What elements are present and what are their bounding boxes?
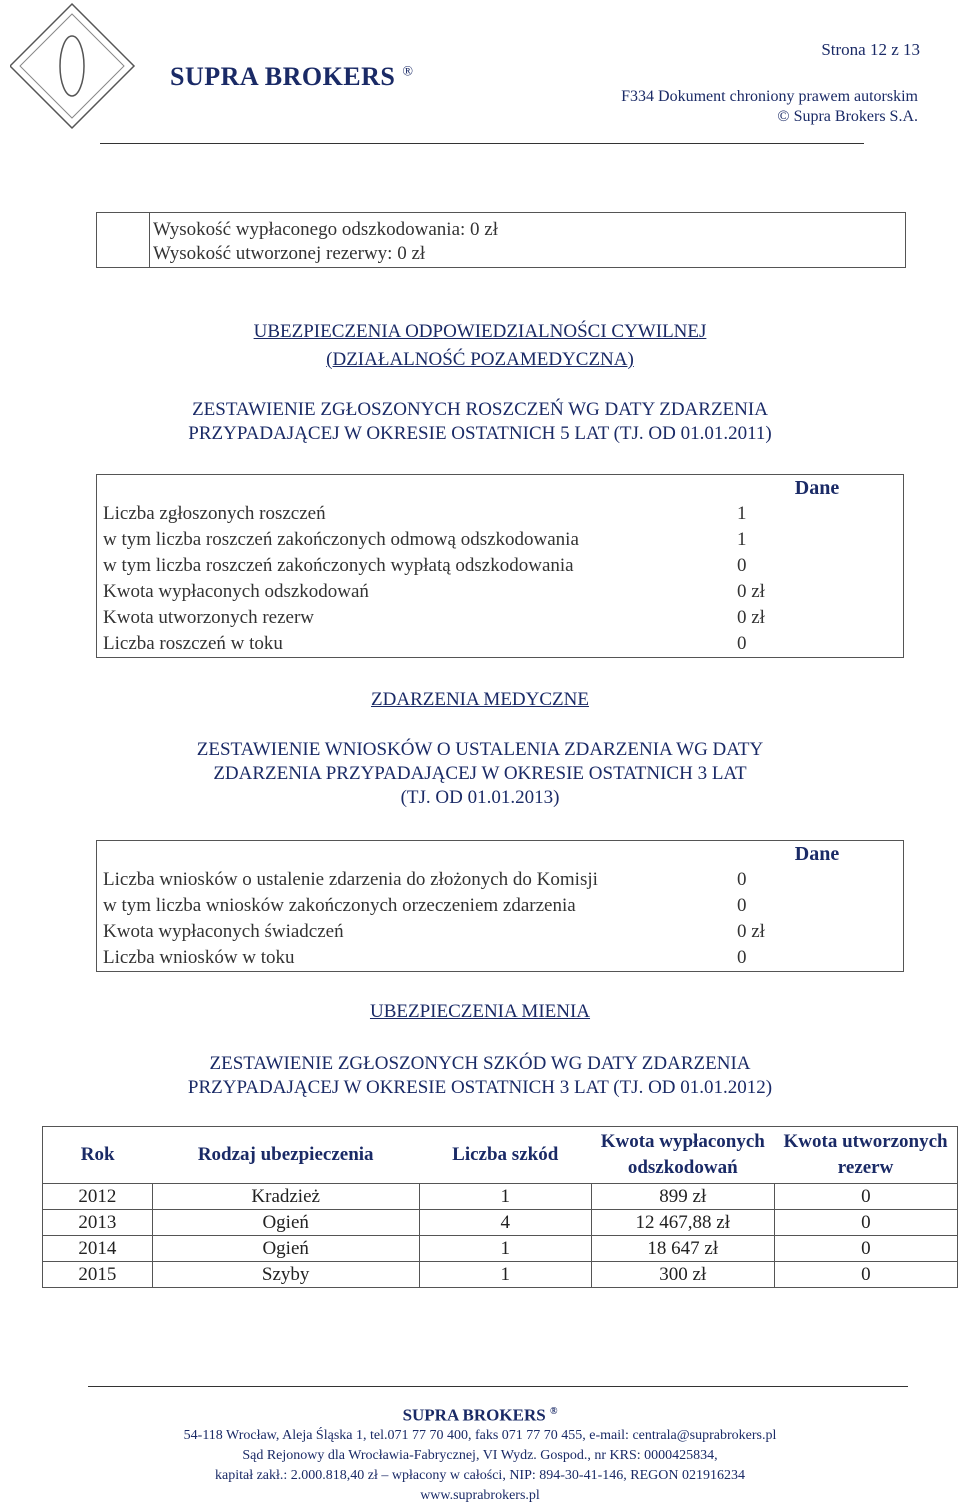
table-row: w tym liczba wniosków zakończonych orzeczeniem zdarzenia 0 <box>103 895 747 916</box>
header-divider <box>100 143 864 144</box>
table-row: Liczba roszczeń w toku 0 <box>103 633 747 654</box>
section-medical-subtitle: ZESTAWIENIE WNIOSKÓW O USTALENIA ZDARZENIA WG DATY ZDARZENIA PRZYPADAJĄCEJ W OKRESIE OSTATNICH 3 LAT (TJ. OD 01.01.2013) <box>196 739 764 808</box>
dane-header: Dane <box>794 476 840 499</box>
table-row: w tym liczba roszczeń zakończonych wypłatą odszkodowania 0 <box>103 555 747 576</box>
footer-brand: SUPRA BROKERS ® <box>402 1405 558 1425</box>
table-row: Liczba wniosków w toku 0 <box>103 947 747 968</box>
table-row: Liczba wniosków o ustalenie zdarzenia do złożonych do Komisji 0 <box>103 869 747 890</box>
table-row: Kwota utworzonych rezerw 0 zł <box>103 607 765 628</box>
section-property-title: UBEZPIECZENIA MIENIA <box>369 1001 591 1022</box>
table-row: 2012 Kradzież 1 899 zł 0 <box>43 1184 958 1210</box>
table-header-row: Rok Rodzaj ubezpieczenia Liczba szkód Kwota wypłaconych odszkodowań Kwota utworzonych rezerw <box>80 1131 948 1178</box>
claims-summary-box <box>96 212 906 268</box>
header-brand: SUPRA BROKERS ® <box>170 62 414 91</box>
section-liability-title: UBEZPIECZENIA ODPOWIEDZIALNOŚCI CYWILNEJ (DZIAŁALNOŚĆ POZAMEDYCZNA) <box>253 321 707 370</box>
page-number: Strona 12 z 13 <box>821 40 920 59</box>
table-row: w tym liczba roszczeń zakończonych odmową odszkodowania 1 <box>103 529 747 550</box>
footer-website: www.suprabrokers.pl <box>420 1487 540 1503</box>
footer-address: 54-118 Wrocław, Aleja Śląska 1, tel.071 77 70 400, faks 071 77 70 455, e-mail: centrala@suprabrokers.pl <box>183 1427 777 1443</box>
table-row: Kwota wypłaconych odszkodowań 0 zł <box>103 581 765 602</box>
section-property-subtitle: ZESTAWIENIE ZGŁOSZONYCH SZKÓD WG DATY ZDARZENIA PRZYPADAJĄCEJ W OKRESIE OSTATNICH 3 LAT (TJ. OD 01.01.2012) <box>187 1053 773 1098</box>
section-liability-subtitle: ZESTAWIENIE ZGŁOSZONYCH ROSZCZEŃ WG DATY ZDARZENIA PRZYPADAJĄCEJ W OKRESIE OSTATNICH 5 LAT (TJ. OD 01.01.2011) <box>188 399 772 444</box>
footer-court: Sąd Rejonowy dla Wrocławia-Fabrycznej, VI Wydz. Gospod., nr KRS: 0000425834, <box>242 1447 718 1463</box>
table-row: Kwota wypłaconych świadczeń 0 zł <box>103 921 765 942</box>
property-claims-table <box>42 1126 958 1288</box>
footer <box>0 1402 960 1506</box>
medical-events-table <box>96 840 904 972</box>
company-logo <box>10 0 150 140</box>
reserve-text: Wysokość utworzonej rezerwy: 0 zł <box>153 243 426 264</box>
footer-capital: kapitał zakł.: 2.000.818,40 zł – wpłacony w całości, NIP: 894-30-41-146, REGON 021916234 <box>215 1467 745 1483</box>
footer-divider <box>88 1386 908 1387</box>
table-row: 2013 Ogień 4 12 467,88 zł 0 <box>43 1210 958 1236</box>
table-row: 2015 Szyby 1 300 zł 0 <box>43 1262 958 1288</box>
paid-compensation-text: Wysokość wypłaconego odszkodowania: 0 zł <box>153 219 498 240</box>
table-row: Liczba zgłoszonych roszczeń 1 <box>103 503 747 524</box>
header-copyright: F334 Dokument chroniony prawem autorskim © Supra Brokers S.A. <box>621 88 918 125</box>
section-medical-title: ZDARZENIA MEDYCZNE <box>371 689 589 710</box>
liability-claims-table <box>96 474 904 658</box>
dane-header: Dane <box>794 842 840 865</box>
table-row: 2014 Ogień 1 18 647 zł 0 <box>43 1236 958 1262</box>
